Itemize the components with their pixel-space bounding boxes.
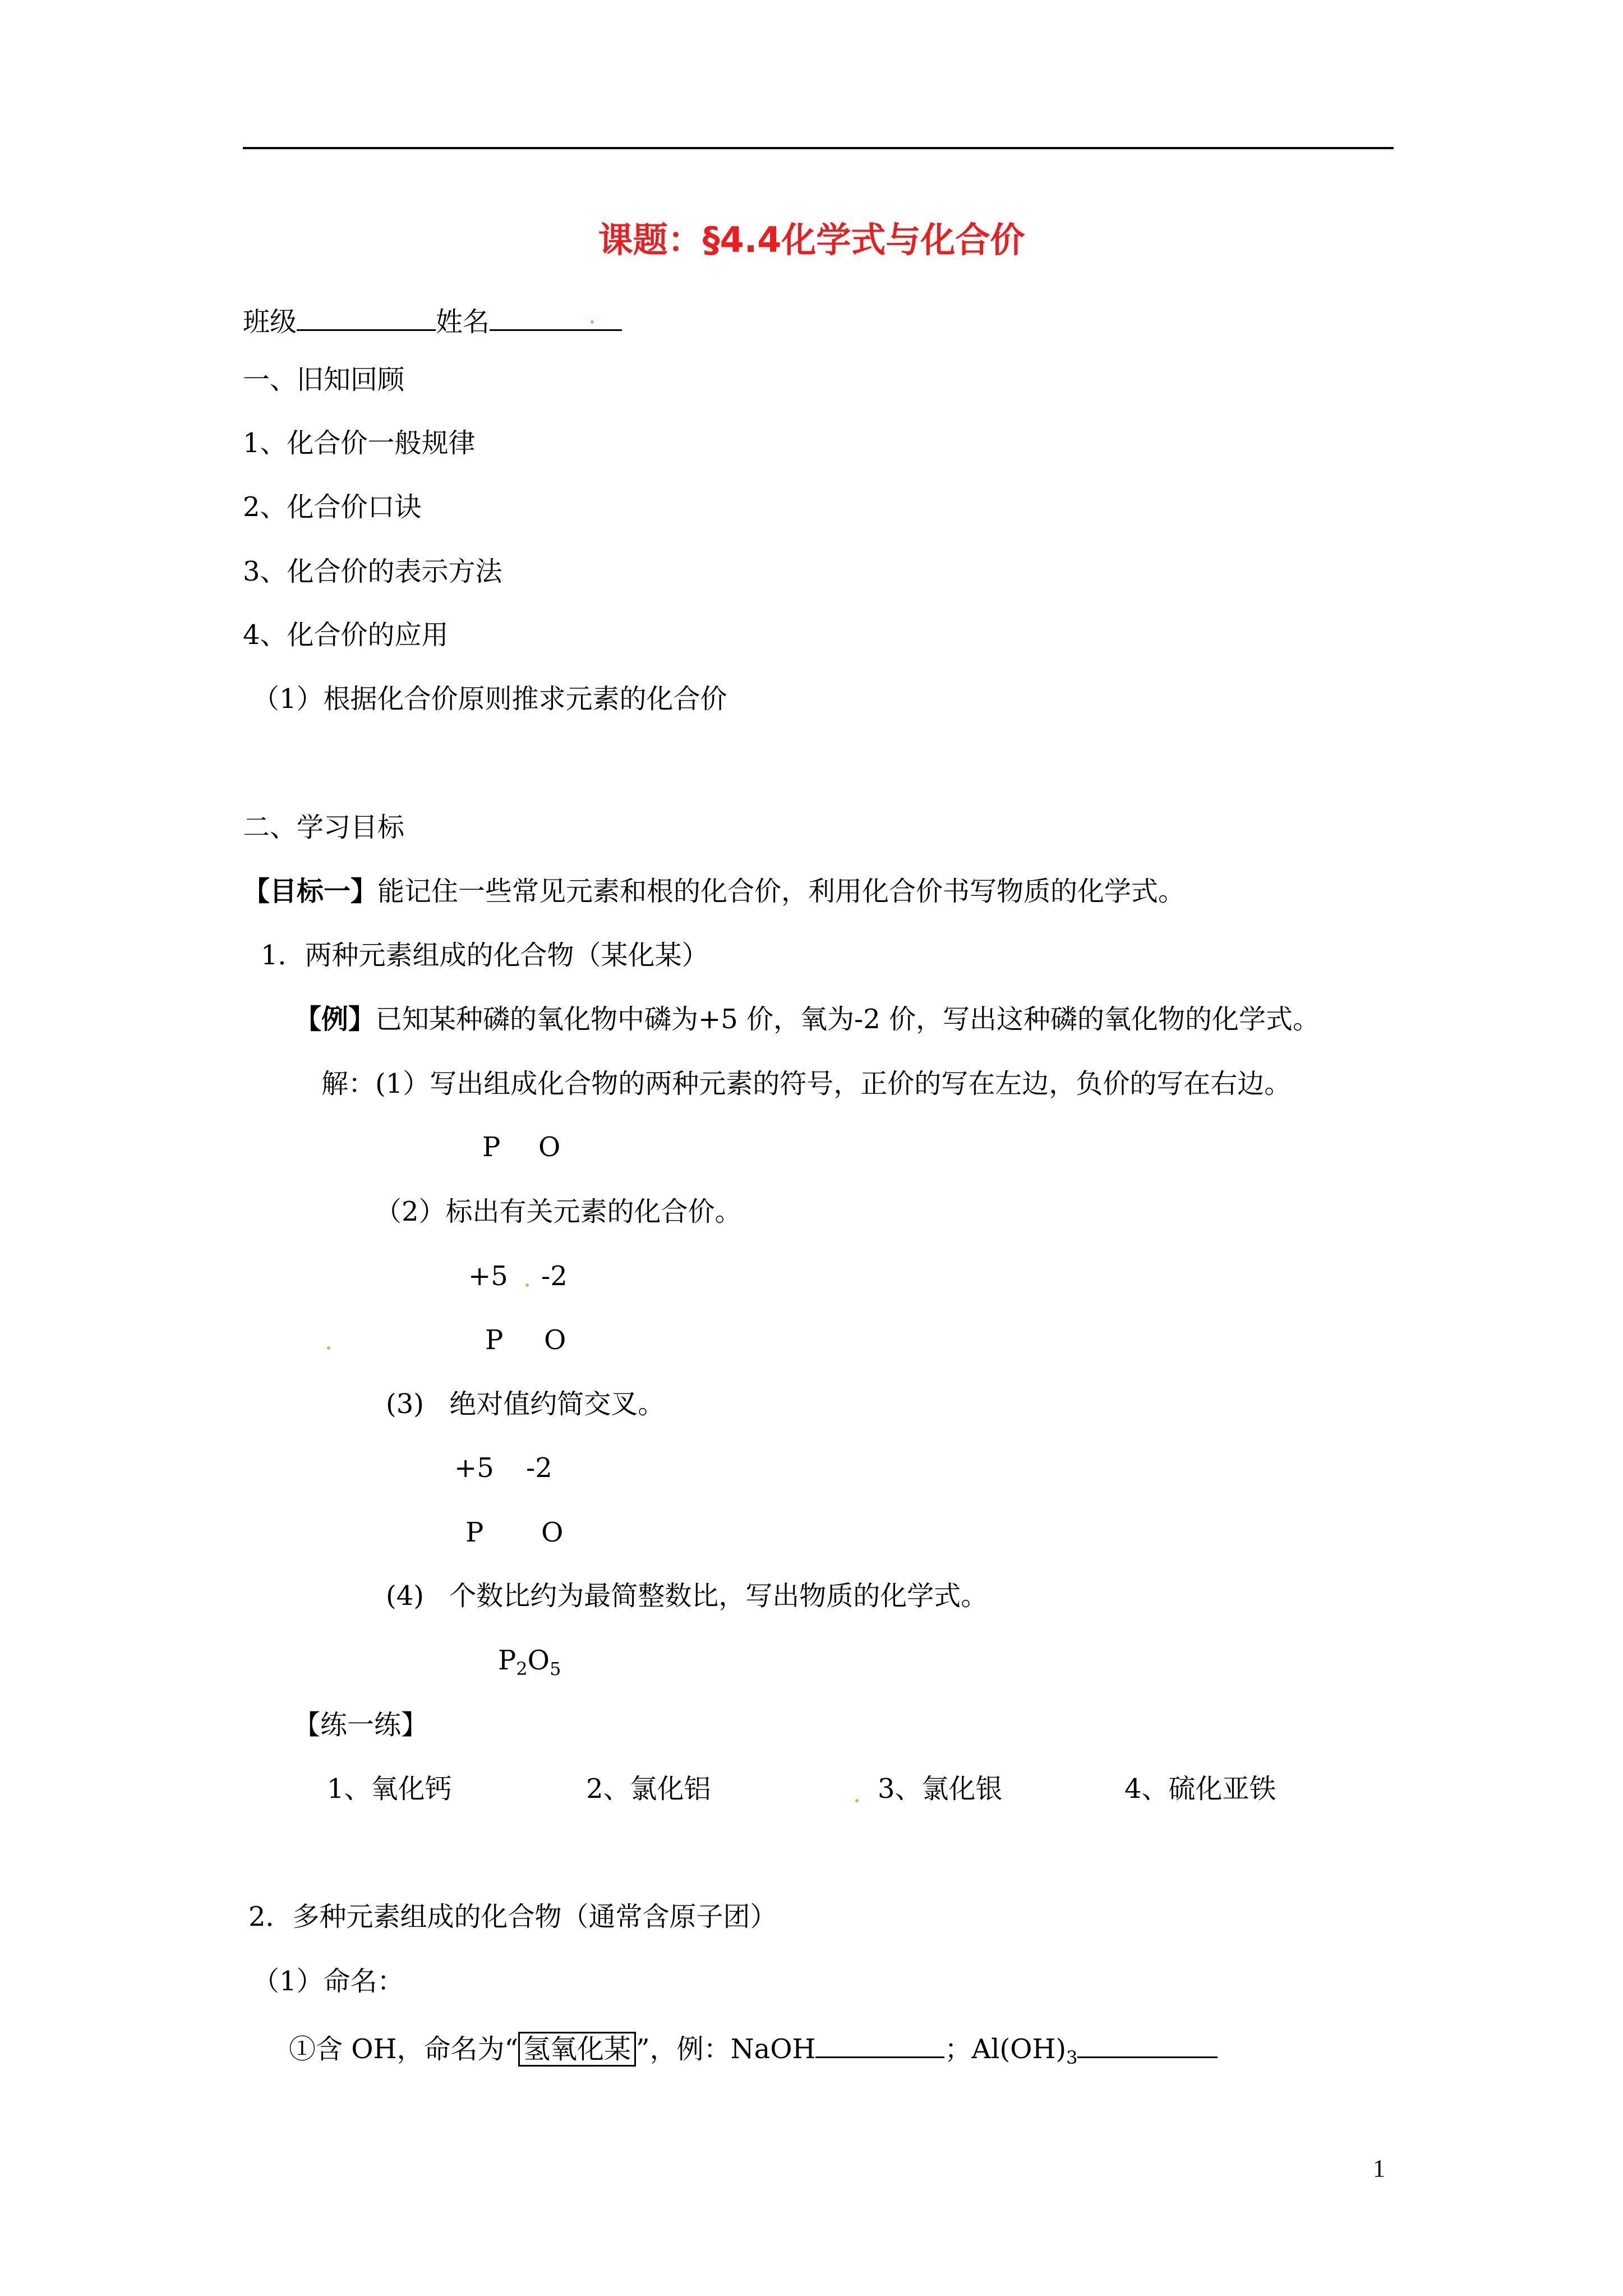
scan-speck [591, 320, 594, 324]
aloh3-blank[interactable] [1077, 2027, 1218, 2058]
step-2-symbol-o: O [544, 1324, 566, 1356]
step-2: （2）标出有关元素的化合价。 [375, 1196, 742, 1227]
practice-item-1: 1、氧化钙 [327, 1773, 452, 1805]
step-2-valence-p: +5 [468, 1260, 508, 1292]
goal-1-tag: 【目标一】 [243, 876, 378, 907]
review-item-4: 4、化合价的应用 [243, 619, 449, 651]
step-3-symbol-o: O [541, 1517, 564, 1548]
formula-element-o: O [527, 1645, 550, 1676]
header-rule [243, 147, 1394, 149]
item-two-element-compound: 1．两种元素组成的化合物（某化某） [261, 940, 709, 971]
review-item-4-sub-1: （1）根据化合价原则推求元素的化合价 [252, 683, 727, 715]
goal-1-text: 能记住一些常见元素和根的化合价，利用化合价书写物质的化学式。 [377, 876, 1186, 907]
step-3 [386, 1386, 665, 1422]
class-label: 班级 [243, 306, 297, 338]
formula-subscript-p: 2 [516, 1658, 528, 1680]
practice-heading: 【练一练】 [293, 1709, 428, 1741]
step-3-number: (3) [386, 1388, 424, 1420]
practice-item-2: 2、氯化铝 [586, 1773, 711, 1805]
naming-rule-oh [289, 2027, 1218, 2076]
page-title: 课题：§4.4化学式与化合价 [598, 219, 1025, 260]
section-review-heading: 一、旧知回顾 [243, 364, 405, 395]
aloh3-subscript: 3 [1066, 2047, 1078, 2068]
step-2-valence-o: -2 [541, 1260, 568, 1292]
formula-p2o5 [498, 1642, 561, 1687]
review-item-1: 1、化合价一般规律 [243, 427, 476, 459]
step-1: 解：(1）写出组成化合物的两种元素的符号，正价的写在左边，负价的写在右边。 [321, 1068, 1292, 1099]
step-4 [386, 1578, 988, 1614]
class-blank[interactable] [297, 300, 436, 331]
naming-rule-oh-separator: ；Al(OH) [944, 2033, 1067, 2065]
step-3-symbol-p: P [465, 1517, 484, 1548]
naming-rule-oh-example: ”，例：NaOH [636, 2033, 816, 2065]
item-multi-element-compound: 2．多种元素组成的化合物（通常含原子团） [248, 1901, 777, 1932]
naming-rule-oh-boxed-term: 氢氧化某 [518, 2032, 636, 2067]
step-1-symbol-p: P [482, 1131, 501, 1163]
scan-speck [327, 1346, 330, 1350]
step-4-text: 个数比约为最简整数比，写出物质的化学式。 [449, 1580, 988, 1612]
step-3-valence-p: +5 [454, 1452, 494, 1484]
page-number: 1 [1373, 2155, 1385, 2182]
step-2-symbol-p: P [485, 1324, 504, 1356]
example-tag: 【例】 [294, 1004, 376, 1035]
step-3-text: 绝对值约简交叉。 [449, 1388, 665, 1420]
goal-1 [243, 873, 1185, 909]
review-item-3: 3、化合价的表示方法 [243, 556, 502, 587]
name-blank[interactable] [490, 300, 622, 331]
naoh-blank[interactable] [815, 2027, 944, 2058]
name-label: 姓名 [436, 306, 490, 338]
practice-item-3: 3、氯化银 [878, 1773, 1003, 1805]
example [294, 1001, 1320, 1037]
review-item-2: 2、化合价口诀 [243, 491, 422, 523]
formula-subscript-o: 5 [550, 1658, 561, 1680]
section-goals-heading: 二、学习目标 [243, 812, 405, 843]
naming-rule-oh-prefix: ①含 OH，命名为“ [289, 2033, 519, 2065]
example-text: 已知某种磷的氧化物中磷为+5 价，氧为-2 价，写出这种磷的氧化物的化学式。 [375, 1004, 1320, 1035]
naming-heading: （1）命名： [252, 1966, 404, 1997]
step-3-valence-o: -2 [526, 1452, 552, 1484]
student-info-line [243, 300, 622, 340]
formula-element-p: P [498, 1645, 517, 1676]
step-1-symbol-o: O [538, 1131, 561, 1163]
step-4-number: (4) [386, 1580, 424, 1612]
practice-item-4: 4、硫化亚铁 [1124, 1773, 1276, 1805]
scan-speck [855, 1799, 859, 1802]
scan-speck [525, 1283, 529, 1287]
